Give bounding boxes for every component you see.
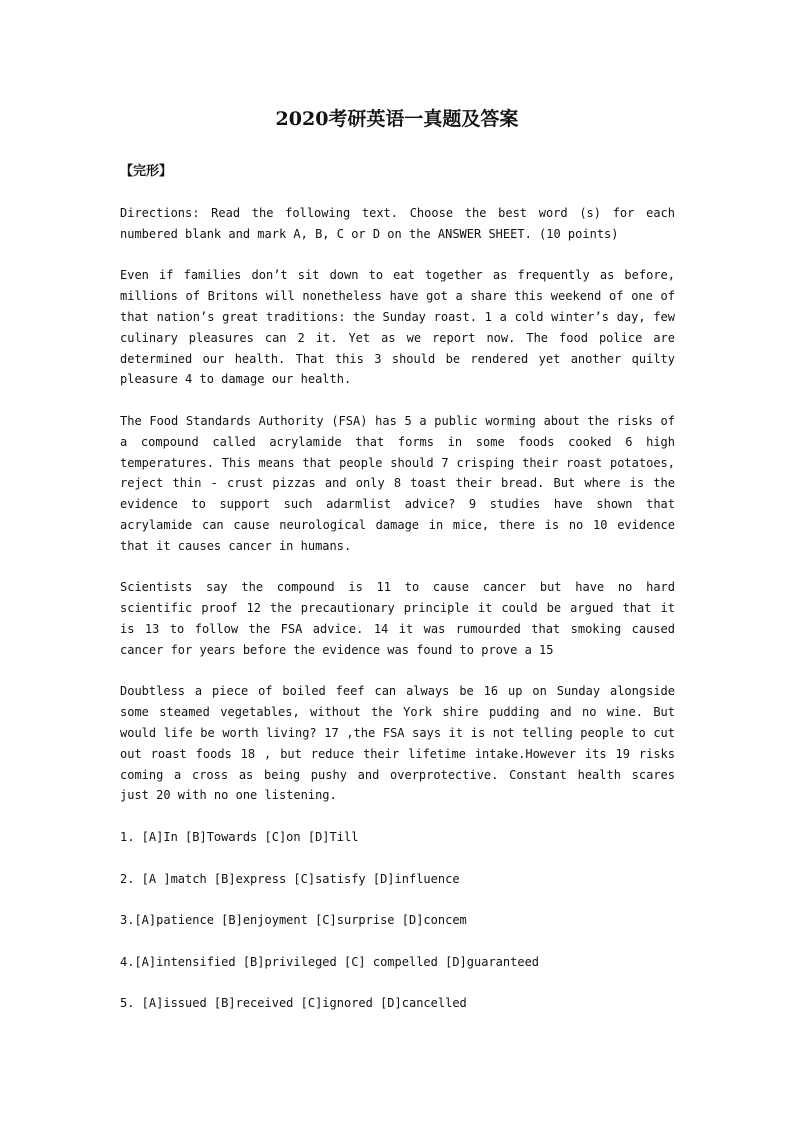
question-option: 2. [A ]match [B]express [C]satisfy [D]influence [120,871,460,886]
passage-paragraph-2: The Food Standards Authority (FSA) has 5 a public worming about the risks of a compound called acrylamide that forms in some foods cooked 6 high temperatures. This means that people should 7 crisping their roast potatoes, reject thin - crust pizzas and only 8 toast their bread. But where is the evidence to support such adarmlist advice? 9 studies have shown that acrylamide can cause neurological damage in mice, there is no 10 evidence that it causes cancer in humans. [120,413,675,553]
passage-paragraph-4: Doubtless a piece of boiled feef can always be 16 up on Sunday alongside some steamed vegetables, without the York shire pudding and no wine. But would life be worth living? 17 ,the FSA says it is not telling people to cut out roast foods 18 , but reduce their lifetime intake.However its 19 risks coming a cross as being pushy and overprotective. Constant health scares just 20 with no one listening. [120,684,675,803]
document-title: 2020考研英语一真题及答案 [275,108,519,130]
document-body [120,203,675,1035]
directions-paragraph: Directions: Read the following text. Choose the best word (s) for each numbered blank and mark A, B, C or D on the ANSWER SHEET. (10 points) [120,206,675,241]
question-option: 4.[A]intensified [B]privileged [C] compelled [D]guaranteed [120,954,540,969]
passage-paragraph-3: Scientists say the compound is 11 to cause cancer but have no hard scientific proof 12 the precautionary principle it could be argued that it is 13 to follow the FSA advice. 14 it was rumourded that smoking caused cancer for years before the evidence was found to prove a 15 [120,580,675,657]
question-options-list [120,827,675,1014]
question-option: 3.[A]patience [B]enjoyment [C]surprise [D]concem [120,913,467,928]
section-label: 【完形】 [120,164,173,179]
question-option: 1. [A]In [B]Towards [C]on [D]Till [120,829,359,844]
question-option: 5. [A]issued [B]received [C]ignored [D]cancelled [120,996,467,1011]
passage-paragraph-1: Even if families don’t sit down to eat together as frequently as before, millions of Britons will nonetheless have got a share this weekend of one of that nation’s great traditions: the Sunday roast. 1 a cold winter’s day, few culinary pleasures can 2 it. Yet as we report now. The food police are determined our health. That this 3 should be rendered yet another quilty pleasure 4 to damage our health. [120,268,675,387]
